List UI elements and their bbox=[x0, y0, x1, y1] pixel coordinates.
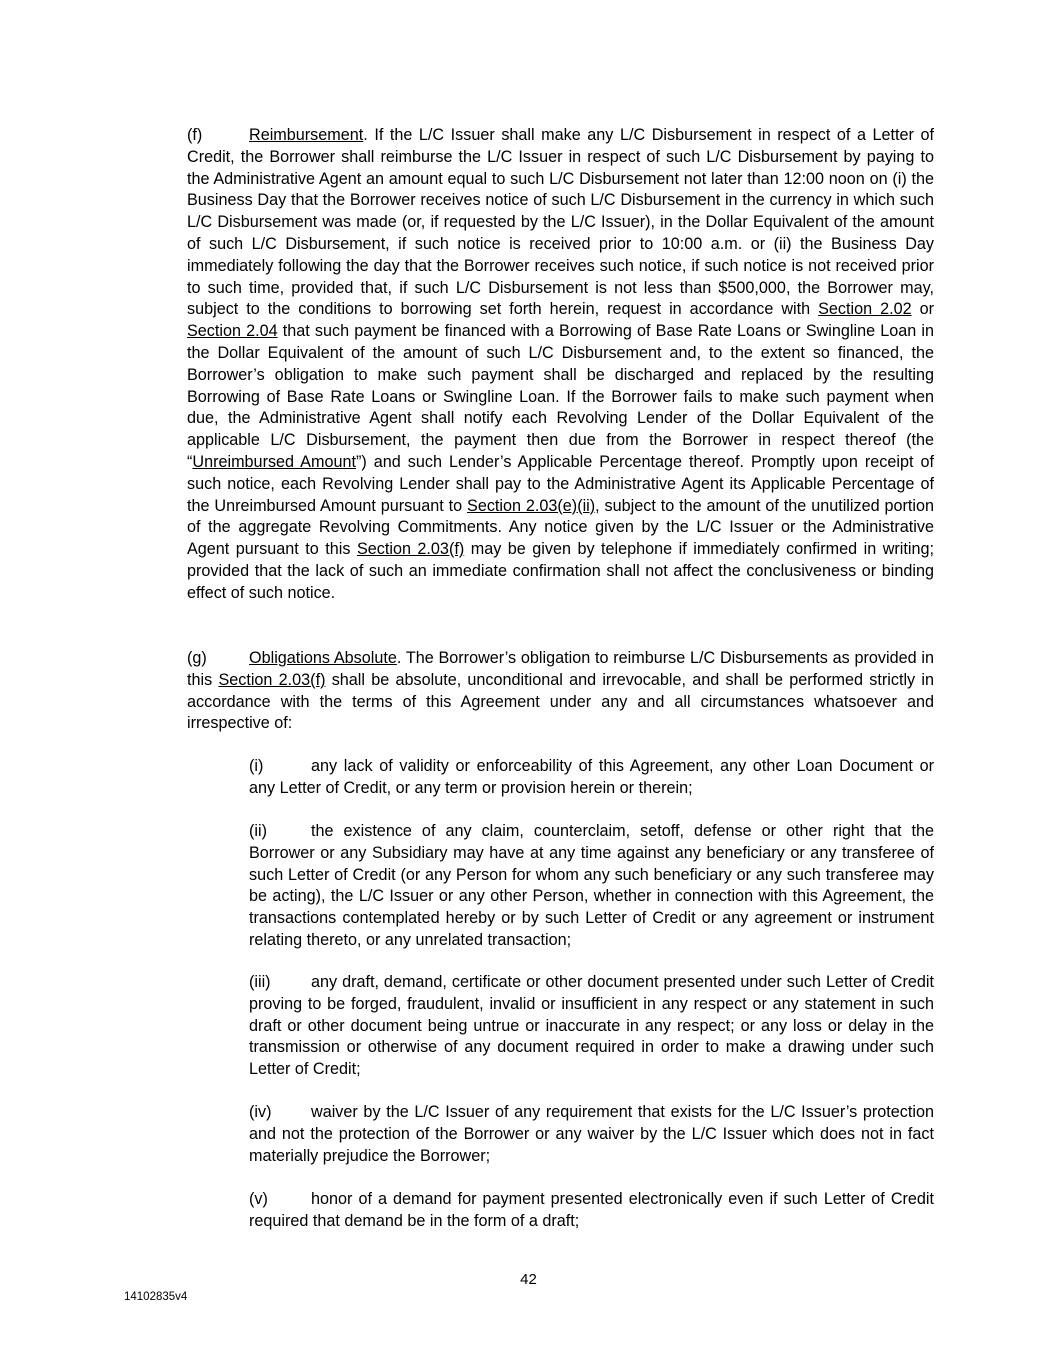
paragraph-f-heading: Reimbursement bbox=[249, 126, 364, 144]
paragraph-g-label: (g) bbox=[187, 649, 207, 667]
paragraph-g-text: . The Borrower’s obligation to reimburse L/C Disbursements as provided in this bbox=[187, 649, 934, 689]
list-item-iv bbox=[249, 1102, 934, 1167]
section-ref: Section 2.03(f) bbox=[218, 670, 326, 689]
list-item-ii bbox=[249, 821, 934, 952]
document-id: 14102835v4 bbox=[124, 1291, 188, 1303]
paragraph-g-heading: Obligations Absolute bbox=[249, 649, 397, 667]
section-ref: Section 2.04 bbox=[187, 322, 278, 341]
list-item-iii bbox=[249, 972, 934, 1081]
paragraph-f-text: that such payment be financed with a Borrowing of Base Rate Loans or Swingline Loan in the Dollar Equivalent of the amount of such L/C Disbursement and, to the extent so financed, the Borrower’s obligation to make such payment shall be discharged and replaced by the resulting Borrowing of Base Rate Loans or Swingline Loan. If the Borrower fails to make such payment when due, the Administrative Agent shall notify each Revolving Lender of the Dollar Equivalent of the applicable L/C Disbursement, the payment then due from the Borrower in respect thereof (the “ bbox=[187, 322, 934, 471]
paragraph-g bbox=[187, 648, 934, 735]
list-item-label: (iii) bbox=[249, 973, 271, 991]
list-item-label: (ii) bbox=[249, 822, 267, 840]
defined-term: Unreimbursed Amount bbox=[192, 452, 356, 471]
paragraph-g-text: shall be absolute, unconditional and irrevocable, and shall be performed strictly in accordance with the terms of this Agreement under any and all circumstances whatsoever and irrespective of: bbox=[187, 670, 934, 733]
page-number: 42 bbox=[520, 1271, 537, 1288]
list-item-text: waiver by the L/C Issuer of any requirement that exists for the L/C Issuer’s protection and not the protection of the Borrower or any waiver by the L/C Issuer which does not in fact materially prejudice the Borrower; bbox=[249, 1103, 934, 1165]
paragraph-f-text: . If the L/C Issuer shall make any L/C Disbursement in respect of a Letter of Credit, the Borrower shall reimburse the L/C Issuer in respect of such L/C Disbursement by paying to the Administrative Agent an amount equal to such L/C Disbursement not later than 12:00 noon on (i) the Business Day that the Borrower receives notice of such L/C Disbursement in the currency in which such L/C Disbursement was made (or, if requested by the L/C Issuer), in the Dollar Equivalent of the amount of such L/C Disbursement, if such notice is received prior to 10:00 a.m. or (ii) the Business Day immediately following the day that the Borrower receives such notice, if such notice is not received prior to such time, provided that, if such L/C Disbursement is not less than $500,000, the Borrower may, subject to the conditions to borrowing set forth herein, request in accordance with bbox=[187, 126, 934, 319]
list-item-label: (v) bbox=[249, 1190, 268, 1208]
section-ref: Section 2.03(e)(ii) bbox=[467, 496, 596, 515]
paragraph-f-text: or bbox=[911, 300, 934, 319]
paragraph-f-text: , subject to the amount of the unutilized portion of the aggregate Revolving Commitments. Any notice given by the L/C Issuer or the Administrative Agent pursuant to this bbox=[187, 496, 934, 559]
list-item-i bbox=[249, 756, 934, 800]
section-ref: Section 2.02 bbox=[818, 300, 912, 319]
paragraph-f-label: (f) bbox=[187, 126, 203, 144]
list-item-text: the existence of any claim, counterclaim, setoff, defense or other right that the Borrower or any Subsidiary may have at any time against any beneficiary or any transferee of such Letter of Credit (or any Person for whom any such beneficiary or any such transferee may be acting), the L/C Issuer or any other Person, whether in connection with this Agreement, the transactions contemplated hereby or by such Letter of Credit or any agreement or instrument relating thereto, or any unrelated transaction; bbox=[249, 822, 934, 949]
list-item-v bbox=[249, 1189, 934, 1233]
list-item-label: (i) bbox=[249, 757, 264, 775]
list-item-text: any lack of validity or enforceability of this Agreement, any other Loan Document or any Letter of Credit, or any term or provision herein or therein; bbox=[249, 757, 934, 797]
section-ref: Section 2.03(f) bbox=[356, 540, 465, 559]
paragraph-f bbox=[187, 125, 934, 605]
paragraph-f-text: may be given by telephone if immediately confirmed in writing; provided that the lack of such an immediate confirmation shall not affect the conclusiveness or binding effect of such notice. bbox=[187, 540, 934, 602]
list-item-text: honor of a demand for payment presented electronically even if such Letter of Credit required that demand be in the form of a draft; bbox=[249, 1190, 934, 1230]
list-item-label: (iv) bbox=[249, 1103, 272, 1121]
list-item-text: any draft, demand, certificate or other document presented under such Letter of Credit proving to be forged, fraudulent, invalid or insufficient in any respect or any statement in such draft or other document being untrue or inaccurate in any respect; or any loss or delay in the transmission or otherwise of any document required in order to make a drawing under such Letter of Credit; bbox=[249, 973, 934, 1079]
paragraph-f-text: ”) and such Lender’s Applicable Percentage thereof. Promptly upon receipt of such notice, each Revolving Lender shall pay to the Administrative Agent its Applicable Percentage of the Unreimbursed Amount pursuant to bbox=[187, 452, 934, 515]
